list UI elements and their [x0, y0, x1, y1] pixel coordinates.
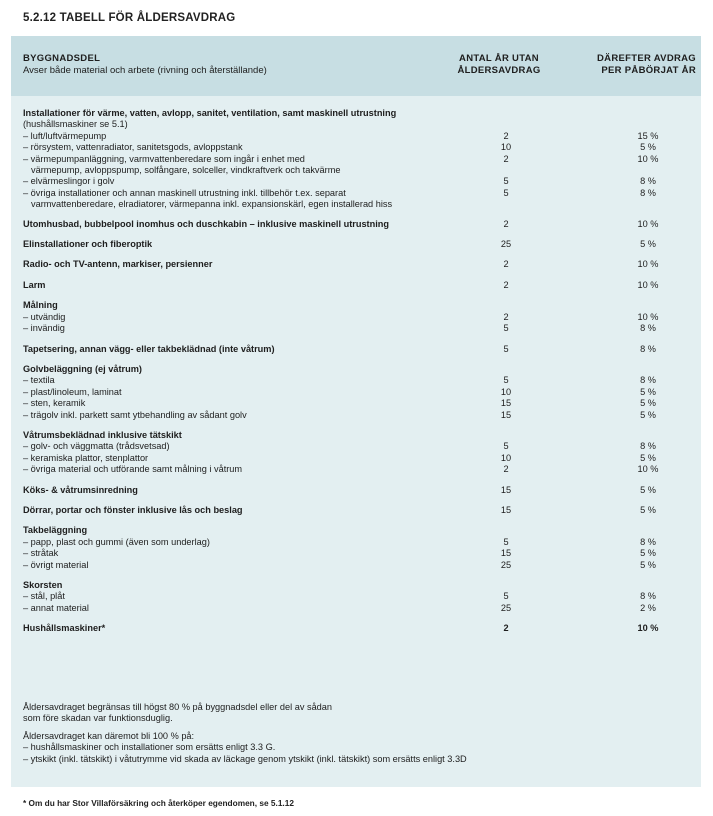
row-years: 5 — [503, 176, 509, 187]
row-label: – övriga material och utförande samt målning i våtrum — [23, 464, 243, 475]
table-row — [11, 219, 701, 230]
row-percent: 5 % — [640, 409, 656, 420]
note-full-line2: – hushållsmaskiner och installationer som ersätts enligt 3.3 G. — [23, 742, 276, 753]
row-years: 2 — [503, 311, 509, 322]
table-row — [11, 410, 701, 421]
row-percent: 10 % — [637, 259, 659, 270]
row-years: 2 — [503, 464, 509, 475]
row-years: 25 — [500, 559, 512, 570]
row-label: Dörrar, portar och fönster inklusive lås och beslag — [23, 504, 243, 515]
row-years: 2 — [503, 130, 509, 141]
header-part-subtitle: Avser både material och arbete (rivning och återställande) — [23, 65, 267, 76]
row-label: Golvbeläggning (ej våtrum) — [23, 363, 142, 374]
note-full-line1: Åldersavdraget kan däremot bli 100 % på: — [23, 730, 195, 741]
row-percent: 8 % — [640, 591, 656, 602]
row-years: 10 — [500, 386, 512, 397]
row-years: 5 — [503, 441, 509, 452]
table-row — [11, 131, 701, 142]
row-percent: 10 % — [637, 311, 659, 322]
row-label: Skorsten — [23, 580, 63, 590]
table-row — [11, 453, 701, 464]
row-label: Våtrumsbeklädnad inklusive tätskikt — [23, 429, 182, 440]
table-row — [11, 199, 701, 210]
table-row — [11, 537, 701, 548]
table-row — [11, 603, 701, 614]
table-row — [11, 176, 701, 187]
table-row — [11, 323, 701, 334]
table-row — [11, 548, 701, 559]
table-row — [11, 623, 701, 634]
row-years: 2 — [503, 623, 509, 634]
table-row — [11, 364, 701, 375]
header-percent — [586, 53, 696, 77]
row-label: varmvattenberedare, elradiatorer, värmepanna inkl. expansionskärl, egen installerad hiss — [31, 199, 393, 210]
table-row — [11, 375, 701, 386]
row-years: 15 — [500, 409, 512, 420]
table-row — [11, 188, 701, 199]
header-building-part — [23, 53, 267, 77]
row-years: 10 — [500, 142, 512, 153]
note-full-line3: – ytskikt (inkl. tätskikt) i våtutrymme vid skada av läckage genom ytskikt (inkl. tätskikt) som ersätts enligt 3.3D — [23, 753, 467, 764]
row-years: 2 — [503, 259, 509, 270]
row-years: 5 — [503, 536, 509, 547]
row-percent: 5 % — [640, 484, 656, 495]
row-label: – stråtak — [23, 548, 59, 559]
row-percent: 8 % — [640, 187, 656, 198]
row-percent: 5 % — [640, 504, 656, 515]
row-label: – övrigt material — [23, 559, 89, 570]
table-row — [11, 142, 701, 153]
row-percent: 5 % — [640, 452, 656, 463]
row-label: – keramiska plattor, stenplattor — [23, 452, 149, 463]
row-years: 5 — [503, 343, 509, 354]
row-years: 2 — [503, 218, 509, 229]
row-percent: 8 % — [640, 441, 656, 452]
row-percent: 5 % — [640, 398, 656, 409]
row-label: Köks- & våtrumsinredning — [23, 484, 138, 495]
table-row — [11, 300, 701, 311]
row-years: 15 — [500, 398, 512, 409]
table-row — [11, 485, 701, 496]
row-years: 5 — [503, 187, 509, 198]
row-years: 5 — [503, 323, 509, 334]
table-row — [11, 464, 701, 475]
row-label: – utvändig — [23, 311, 66, 322]
row-label: Hushållsmaskiner* — [23, 623, 106, 634]
row-percent: 8 % — [640, 323, 656, 334]
row-percent: 10 % — [637, 218, 659, 229]
row-label: – värmepumpanläggning, varmvattenberedare som ingår i enhet med — [23, 153, 305, 164]
note-limit-line1: Åldersavdraget begränsas till högst 80 % på byggnadsdel eller del av sådan — [23, 702, 333, 712]
row-percent: 2 % — [640, 602, 656, 613]
table-body — [11, 108, 701, 635]
row-label: – luft/luftvärmepump — [23, 130, 107, 141]
table-row — [11, 430, 701, 441]
header-years — [448, 53, 550, 77]
row-label: – invändig — [23, 323, 65, 334]
row-label: värmepump, avloppspump, solfångare, solceller, vindkraftverk och takvärme — [31, 165, 341, 176]
row-percent: 5 % — [640, 239, 656, 250]
row-label: – övriga installationer och annan maskinell utrustning inkl. tillbehör t.ex. separat — [23, 187, 346, 198]
table-row — [11, 344, 701, 355]
row-percent: 8 % — [640, 375, 656, 386]
row-label: – sten, keramik — [23, 398, 86, 409]
table-row — [11, 560, 701, 571]
table-row — [11, 312, 701, 323]
table-row — [11, 398, 701, 409]
row-years: 2 — [503, 153, 509, 164]
row-years: 15 — [500, 548, 512, 559]
row-percent: 10 % — [637, 279, 659, 290]
table-row — [11, 108, 701, 119]
row-percent: 8 % — [640, 536, 656, 547]
table-header — [11, 36, 701, 96]
row-label: – annat material — [23, 602, 89, 613]
row-percent: 8 % — [640, 176, 656, 187]
row-years: 25 — [500, 239, 512, 250]
table-row — [11, 239, 701, 250]
note-limit — [23, 702, 467, 725]
row-label: – papp, plast och gummi (även som underlag) — [23, 536, 210, 547]
row-label: Takbeläggning — [23, 525, 88, 536]
row-percent: 15 % — [637, 130, 659, 141]
row-label: Målning — [23, 300, 58, 311]
row-percent: 5 % — [640, 142, 656, 153]
row-percent: 10 % — [637, 464, 659, 475]
row-years: 2 — [503, 279, 509, 290]
row-label: Utomhusbad, bubbelpool inomhus och duschkabin – inklusive maskinell utrustning — [23, 218, 390, 229]
row-label: Tapetsering, annan vägg- eller takbeklädnad (inte våtrum) — [23, 343, 275, 354]
depreciation-table — [11, 36, 701, 787]
row-years: 25 — [500, 602, 512, 613]
table-row — [11, 505, 701, 516]
table-row — [11, 165, 701, 176]
header-percent-line2: PER PÅBÖRJAT ÅR — [601, 65, 696, 76]
footnote: * Om du har Stor Villaförsäkring och återköper egendomen, se 5.1.12 — [23, 798, 294, 808]
row-label: – plast/linoleum, laminat — [23, 386, 122, 397]
header-years-line2: ÅLDERSAVDRAG — [457, 65, 541, 76]
section-title: 5.2.12 TABELL FÖR ÅLDERSAVDRAG — [23, 12, 236, 24]
row-percent: 5 % — [640, 559, 656, 570]
row-label: Installationer för värme, vatten, avlopp, sanitet, ventilation, samt maskinell utrustning — [23, 108, 397, 118]
row-percent: 8 % — [640, 343, 656, 354]
row-label: Elinstallationer och fiberoptik — [23, 239, 153, 250]
table-row — [11, 387, 701, 398]
table-row — [11, 259, 701, 270]
row-label: – rörsystem, vattenradiator, sanitetsgods, avloppstank — [23, 142, 243, 153]
table-row — [11, 441, 701, 452]
table-row — [11, 280, 701, 291]
row-label: – trägolv inkl. parkett samt ytbehandling av sådant golv — [23, 409, 247, 420]
row-label: – elvärmeslingor i golv — [23, 176, 115, 187]
header-years-line1: ANTAL ÅR UTAN — [459, 53, 539, 64]
row-percent: 10 % — [637, 623, 659, 634]
note-limit-line2: som före skadan var funktionsduglig. — [23, 713, 173, 724]
row-label: – golv- och väggmatta (trådsvetsad) — [23, 441, 170, 452]
header-part-title: BYGGNADSDEL — [23, 53, 101, 64]
row-percent: 10 % — [637, 153, 659, 164]
row-years: 10 — [500, 452, 512, 463]
table-notes — [23, 702, 467, 771]
row-years: 5 — [503, 375, 509, 386]
row-years: 15 — [500, 504, 512, 515]
table-row — [11, 591, 701, 602]
row-years: 5 — [503, 591, 509, 602]
row-label: – stål, plåt — [23, 591, 65, 602]
row-percent: 5 % — [640, 386, 656, 397]
header-percent-line1: DÄREFTER AVDRAG — [597, 53, 696, 64]
row-label: – textila — [23, 375, 55, 386]
row-label: (hushållsmaskiner se 5.1) — [23, 119, 128, 130]
table-row — [11, 525, 701, 536]
table-row — [11, 154, 701, 165]
row-label: Larm — [23, 279, 46, 290]
row-years: 15 — [500, 484, 512, 495]
note-full — [23, 731, 467, 765]
row-percent: 5 % — [640, 548, 656, 559]
table-row — [11, 119, 701, 130]
table-row — [11, 580, 701, 591]
row-label: Radio- och TV-antenn, markiser, persienner — [23, 259, 213, 270]
